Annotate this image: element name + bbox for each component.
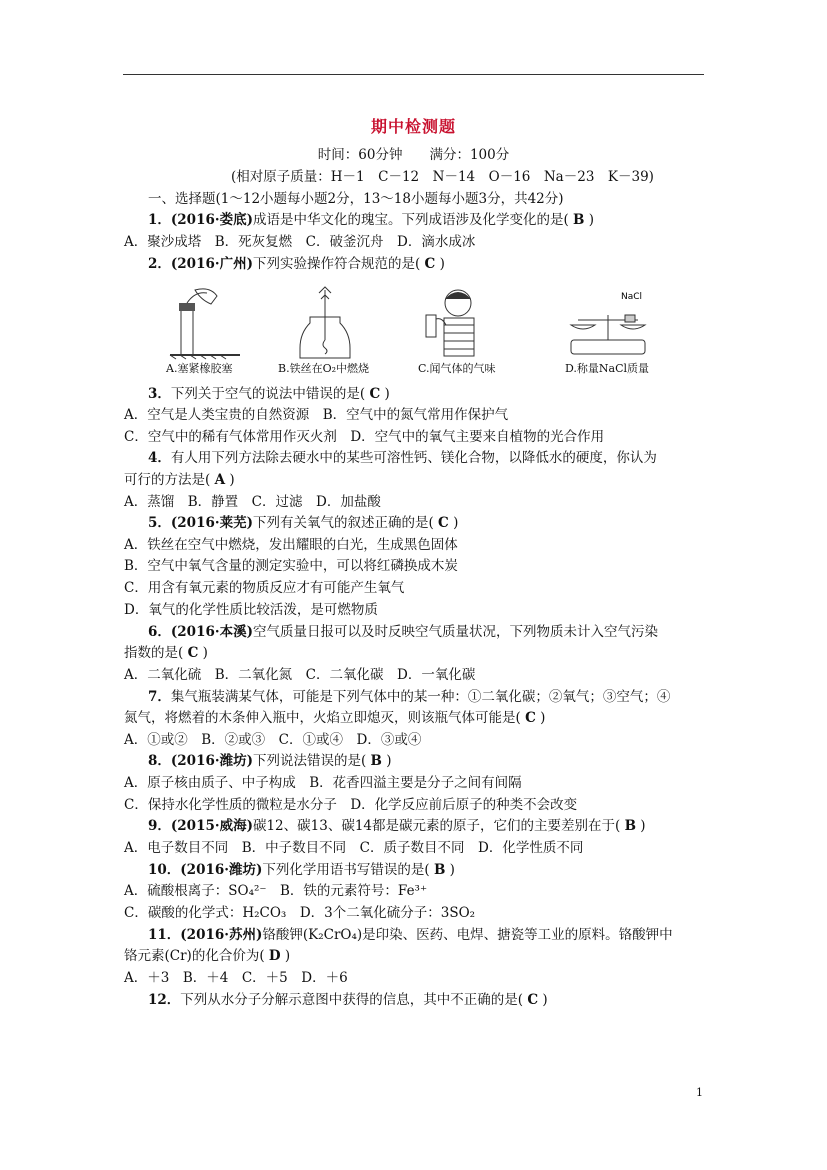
exam-time-info: 时间：60分钟 满分：100分 [317,147,510,163]
question-11-cont: 铬元素(Cr)的化合价为( D ) [124,948,291,964]
question-8-options-ab: A．原子核由质子、中子构成 B．花香四溢主要是分子之间有间隔 [124,775,522,791]
question-10-options-ab: A．硫酸根离子：SO₄²⁻ B．铁的元素符号：Fe³⁺ [124,883,428,899]
answer: B [433,862,446,878]
question-1: 1．(2016·娄底)成语是中华文化的瑰宝。下列成语涉及化学变化的是( B ) [148,212,595,228]
question-12: 12．下列从水分子分解示意图中获得的信息，其中不正确的是( C ) [148,992,548,1008]
question-4: 4．有人用下列方法除去硬水中的某些可溶性钙、镁化合物，以降低水的硬度，你认为 [148,450,657,466]
section-heading: 一、选择题(1～12小题每小题2分，13～18小题每小题3分，共42分) [148,191,564,207]
answer: A [214,472,226,488]
page-title: 期中检测题 [370,117,456,136]
question-2: 2．(2016·广州)下列实验操作符合规范的是( C ) [148,256,445,272]
question-9-options: A．电子数目不同 B．中子数目不同 C．质子数目不同 D．化学性质不同 [124,840,584,856]
question-5: 5．(2016·莱芜)下列有关氧气的叙述正确的是( C ) [148,515,459,531]
nacl-label: NaCl [621,292,643,302]
answer: B [370,753,382,769]
answer: B [573,212,585,228]
answer: C [424,256,436,272]
page-number: 1 [696,1086,703,1099]
question-4-cont: 可行的方法是( A ) [124,472,235,488]
question-11-options: A．＋3 B．＋4 C．＋5 D．＋6 [124,970,348,986]
question-6: 6．(2016·本溪)空气质量日报可以及时反映空气质量状况，下列物质未计入空气污染 [148,624,658,640]
figure-caption-b: B.铁丝在O₂中燃烧 [278,362,370,375]
figure-b-iron-wire [295,285,355,360]
figure-c-smelling [418,285,488,360]
question-11: 11．(2016·苏州)铬酸钾(K₂CrO₄)是印染、医药、电焊、搪瓷等工业的原料。铬酸钾中 [148,927,673,943]
question-5-option-b: B．空气中氧气含量的测定实验中，可以将红磷换成木炭 [124,558,458,574]
figure-a-stopper [165,285,245,360]
question-3: 3．下列关于空气的说法中错误的是( C ) [148,386,390,402]
answer: C [187,645,199,661]
figure-caption-d: D.称量NaCl质量 [565,362,650,375]
question-6-cont: 指数的是( C ) [124,645,208,661]
question-10: 10．(2016·潍坊)下列化学用语书写错误的是( B ) [148,862,455,878]
question-7: 7．集气瓶装满某气体，可能是下列气体中的某一种：①二氧化碳；②氧气；③空气；④ [148,689,671,705]
question-9: 9．(2015·威海)碳12、碳13、碳14都是碳元素的原子，它们的主要差别在于( B ) [148,818,646,834]
question-7-cont: 氮气，将燃着的木条伸入瓶中，火焰立即熄灭，则该瓶气体可能是( C ) [124,710,546,726]
question-5-option-d: D．氧气的化学性质比较活泼，是可燃物质 [124,602,378,618]
question-6-options: A．二氧化硫 B．二氧化氮 C．二氧化碳 D．一氧化碳 [124,667,476,683]
answer: B [624,818,636,834]
answer: C [369,386,381,402]
question-4-options: A．蒸馏 B．静置 C．过滤 D．加盐酸 [124,494,381,510]
figure-caption-a: A.塞紧橡胶塞 [166,362,233,375]
question-8-options-cd: C．保持水化学性质的微粒是水分子 D．化学反应前后原子的种类不会改变 [124,797,578,813]
figure-caption-c: C.闻气体的气味 [418,362,496,375]
question-3-options-ab: A．空气是人类宝贵的自然资源 B．空气中的氮气常用作保护气 [124,407,509,423]
question-3-options-cd: C．空气中的稀有气体常用作灭火剂 D．空气中的氧气主要来自植物的光合作用 [124,429,605,445]
figure-d-balance [563,285,653,360]
question-7-options: A．①或② B．②或③ C．①或④ D．③或④ [124,732,422,748]
question-10-options-cd: C．碳酸的化学式：H₂CO₃ D．3个二氧化硫分子：3SO₂ [124,905,476,921]
header-rule [123,74,704,75]
answer: D [268,948,281,964]
answer: C [525,710,536,726]
question-5-option-c: C．用含有氧元素的物质反应才有可能产生氧气 [124,580,405,596]
answer: C [527,992,539,1008]
atomic-mass-info: (相对原子质量：H－1 C－12 N－14 O－16 Na－23 K－39) [231,169,654,185]
question-5-option-a: A．铁丝在空气中燃烧，发出耀眼的白光，生成黑色固体 [124,537,458,553]
question-8: 8．(2016·潍坊)下列说法错误的是( B ) [148,753,392,769]
answer: C [438,515,449,531]
question-1-options: A．聚沙成塔 B．死灰复燃 C．破釜沉舟 D．滴水成冰 [124,234,476,250]
